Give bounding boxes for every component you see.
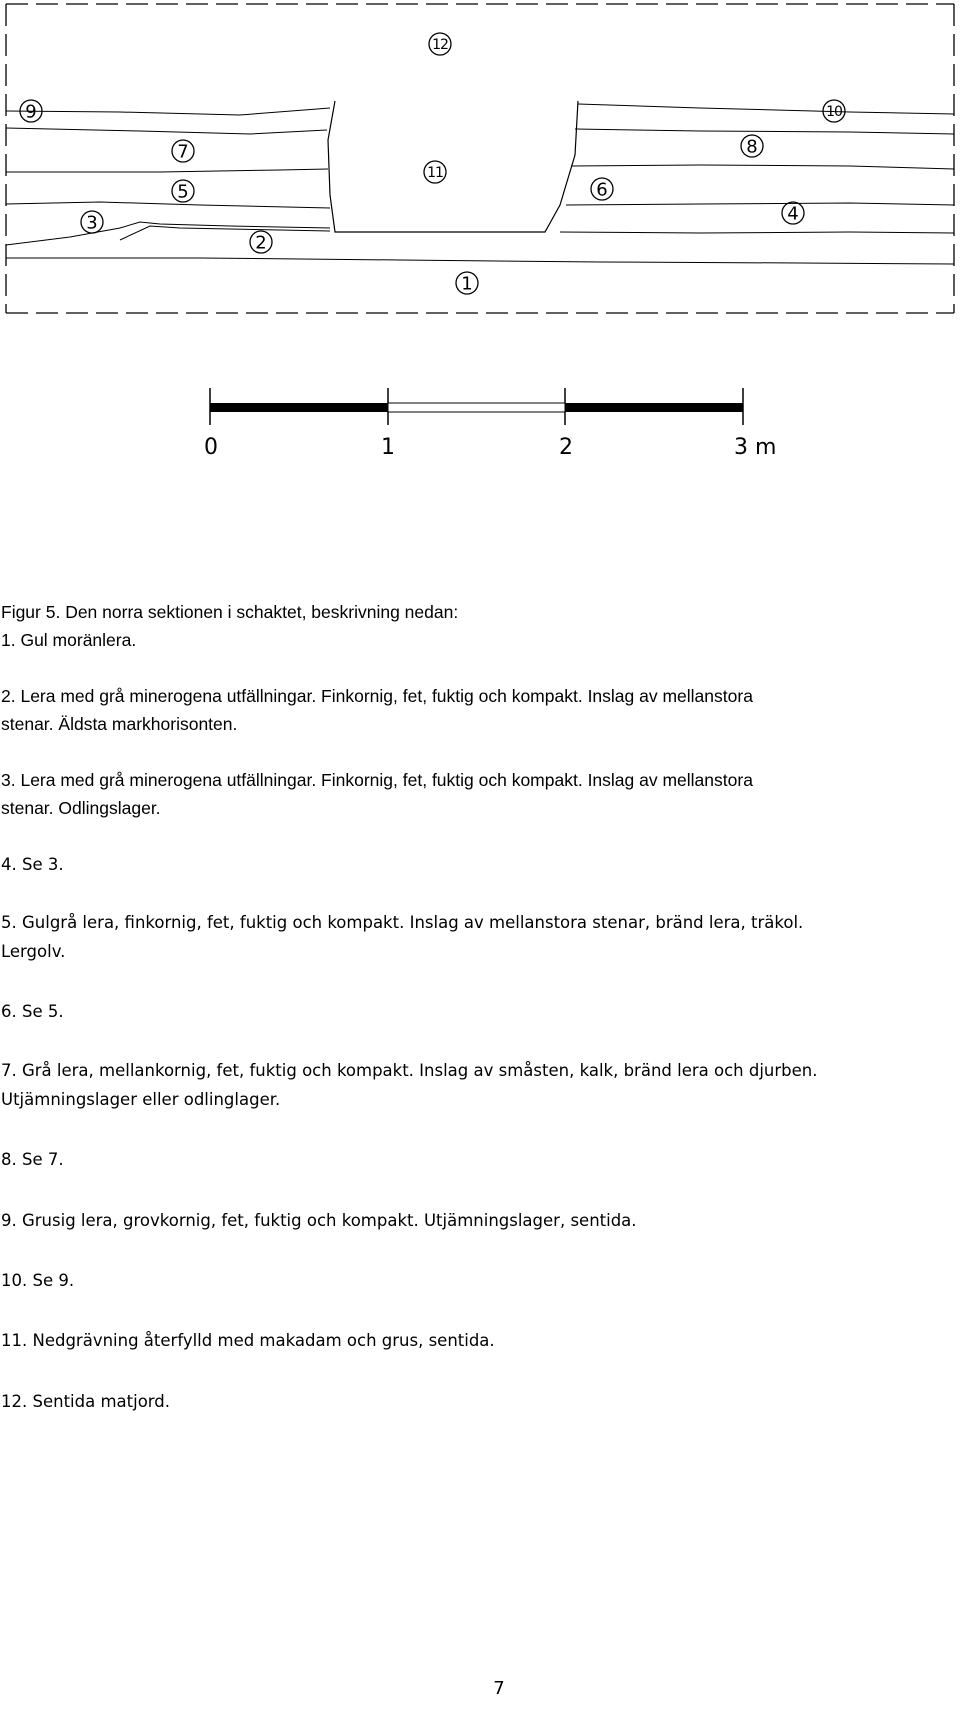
caption-item-2-cont: stenar. Äldsta markhorisonten. [1,714,238,734]
boundary-2-1 [6,258,954,264]
layer-label-10: 10 [826,104,842,120]
caption-item-1: 1. Gul moränlera. [1,630,137,650]
layer-label-12: 12 [432,37,448,53]
scale-bar-ticks [204,435,776,460]
caption-item-11: 11. Nedgrävning återfylld med makadam och grus, sentida. [1,1331,495,1350]
section-frame [6,4,954,313]
caption-item-10: 10. Se 9. [1,1271,75,1290]
section-drawing [0,0,960,460]
caption-item-8: 8. Se 7. [1,1150,64,1169]
caption-item-5: 5. Gulgrå lera, finkornig, fet, fuktig och kompakt. Inslag av mellanstora stenar, bränd lera, träkol. [1,913,804,932]
scale-segment-1-2 [388,403,565,412]
boundary-5-3-left [6,202,330,208]
scale-bar [210,388,743,425]
layer-label-1: 1 [461,273,473,295]
layer-label-4: 4 [787,203,799,225]
scale-tick-1: 1 [381,435,395,460]
boundary-6-4-right [566,203,954,205]
caption-item-7-cont: Utjämningslager eller odlinglager. [1,1090,281,1109]
layer-label-6: 6 [596,179,608,201]
page-number: 7 [493,1678,505,1699]
scale-tick-2: 2 [559,435,573,460]
caption-item-3-cont: stenar. Odlingslager. [1,798,161,818]
layer-markers [20,33,845,294]
layer-label-5: 5 [177,181,189,203]
layer-label-9: 9 [25,101,37,123]
layer-marker-labels [25,37,842,295]
caption-item-2: 2. Lera med grå minerogena utfällningar. Finkornig, fet, fuktig och kompakt. Inslag av mellanstora [1,686,753,706]
boundary-top-left [6,108,330,115]
pit-outline [328,101,578,232]
layer-label-11: 11 [427,165,443,181]
boundary-8-6-right [571,165,954,169]
scale-segment-2-3 [565,403,743,412]
boundary-3-2-left [6,222,330,245]
scale-tick-0: 0 [204,435,218,460]
layer-label-2: 2 [255,232,267,254]
scale-tick-3: 3 m [734,435,777,460]
caption-title: Figur 5. Den norra sektionen i schaktet, beskrivning nedan: [1,602,459,622]
boundary-7-5-left [6,169,328,172]
layer-label-8: 8 [746,136,758,158]
caption-item-12: 12. Sentida matjord. [1,1392,170,1411]
caption-item-7: 7. Grå lera, mellankornig, fet, fuktig och kompakt. Inslag av småsten, kalk, bränd lera och djurben. [1,1061,818,1080]
layer-boundaries [6,101,954,264]
layer-label-3: 3 [86,212,98,234]
boundary-9-7-left [6,128,327,134]
caption-item-4: 4. Se 3. [1,855,64,874]
boundary-3-lens [120,226,330,240]
boundary-10-8-right [575,129,954,134]
boundary-top-right [578,104,954,114]
layer-label-7: 7 [177,141,189,163]
caption-item-3: 3. Lera med grå minerogena utfällningar. Finkornig, fet, fuktig och kompakt. Inslag av mellanstora [1,770,753,790]
boundary-4-2-right [560,232,954,233]
scale-segment-0-1 [210,403,388,412]
caption-item-9: 9. Grusig lera, grovkornig, fet, fuktig och kompakt. Utjämningslager, sentida. [1,1211,637,1230]
caption-item-5-cont: Lergolv. [1,942,66,961]
caption-item-6: 6. Se 5. [1,1002,64,1021]
